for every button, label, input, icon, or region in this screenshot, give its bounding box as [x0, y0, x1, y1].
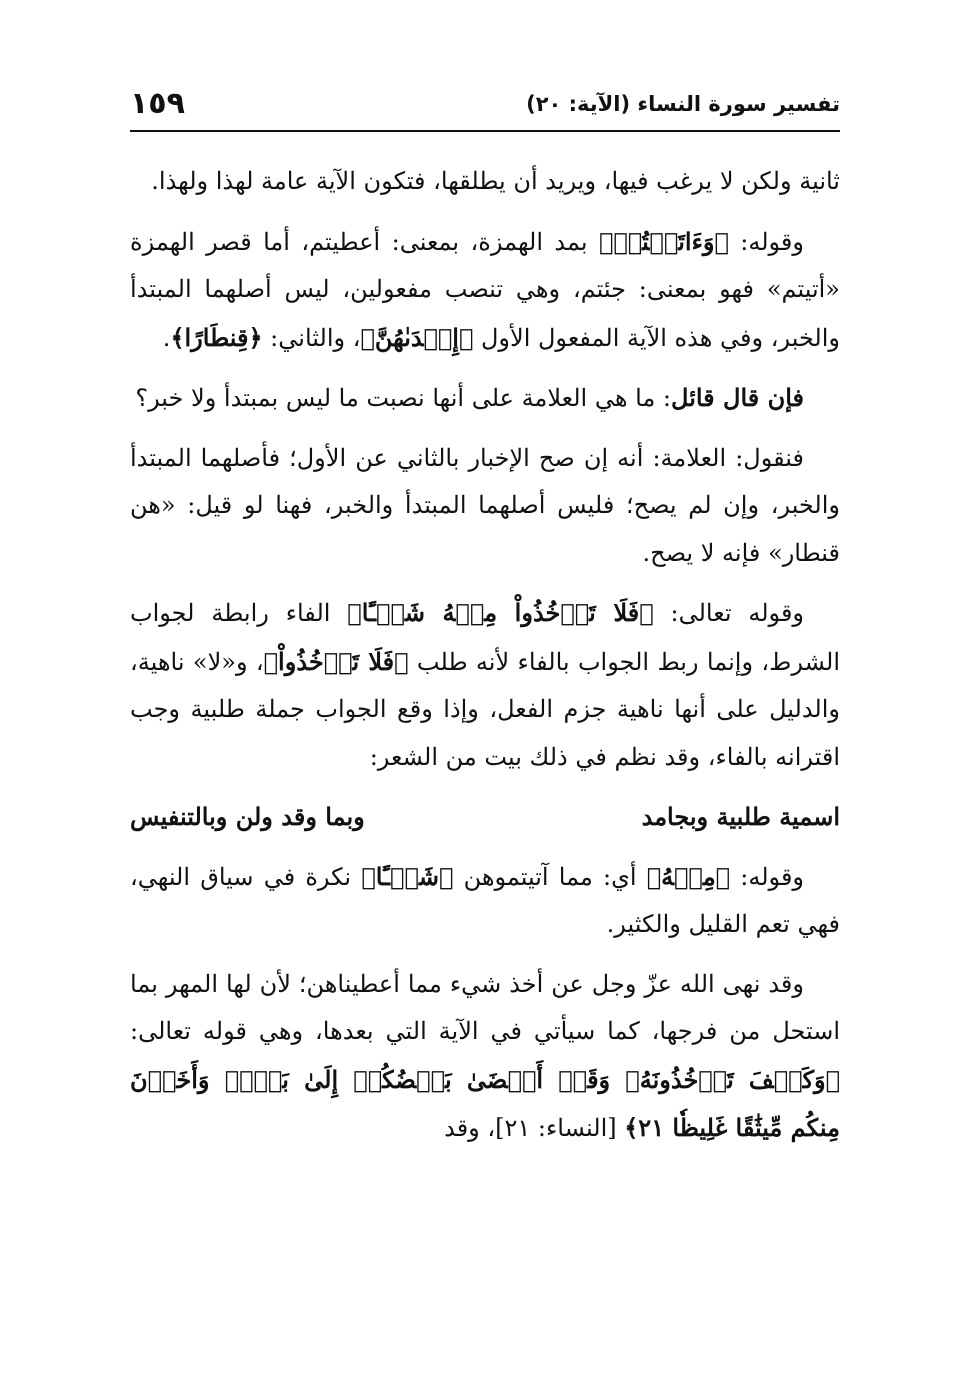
paragraph-6 [130, 853, 840, 949]
text-run: بمد الهمزة، بمعنى: أعطيتم، أما قصر الهمزة «أتيتم» فهو بمعنى: جئتم، وهي تنصب مفعولين، ليس أصلهما المبتدأ والخبر، وفي هذه الآية المفعول الأول [130, 227, 840, 352]
text-run: وقد نهى الله عزّ وجل عن أخذ شيء مما أعطيناهن؛ لأن لها المهر بما استحل من فرجها، كما سيأتي في الآية التي بعدها، وهي قوله تعالى: [130, 969, 841, 1045]
paragraph-4: فنقول: العلامة: أنه إن صح الإخبار بالثاني عن الأول؛ فأصلهما المبتدأ والخبر، وإن لم يصح؛ فليس أصلهما المبتدأ والخبر، فهنا لو قيل: «هن قنطار» فإنه لا يصح. [130, 443, 840, 567]
quran-quote: ﴿وَءَاتَيۡتُمۡ﴾ [598, 226, 729, 256]
poetry-verse [130, 793, 840, 841]
verse-first-hemistich: اسمية طلبية وبجامد [641, 802, 840, 831]
body-text [130, 158, 840, 1165]
text-run: وقوله: [730, 862, 805, 891]
paragraph-2 [130, 218, 840, 363]
question-lead: فإن قال قائل [671, 383, 804, 412]
text-run: الفاء رابطة لجواب الشرط، وإنما ربط الجواب بالفاء لأنه طلب [130, 599, 840, 676]
quran-quote: ﴿فَلَا تَأۡخُذُواْ﴾ [263, 646, 409, 676]
text-run: وقوله: [728, 227, 804, 256]
page-number: ١٥٩ [130, 86, 185, 121]
paragraph-1: ثانية ولكن لا يرغب فيها، ويريد أن يطلقها، فتكون الآية عامة لهذا ولهذا. [151, 167, 840, 195]
quran-quote: ﴿فَلَا تَأۡخُذُواْ مِنۡهُ شَيۡـًٔا﴾ [347, 598, 654, 627]
verse-second-hemistich: وبما وقد ولن وبالتنفيس [130, 802, 365, 831]
quran-quote: ﴿شَيۡـًٔا﴾ [361, 861, 454, 891]
paragraph-3 [130, 374, 840, 423]
text-run: نكرة في سياق النهي، فهي تعم القليل والكثير. [130, 862, 840, 938]
header-rule [130, 130, 840, 132]
text-run: [النساء: ٢١]، وقد [444, 1114, 625, 1142]
text-run: أي: مما آتيتموهن [453, 862, 647, 891]
text-run: ، والثاني: [262, 323, 361, 352]
quran-quote: ﴿وَكَيۡفَ تَأۡخُذُونَهُۥ وَقَدۡ أَفۡضَىٰ بَعۡضُكُمۡ إِلَىٰ بَعۡضٖ وَأَخَذۡنَ مِنكُم مِّيثَٰقًا غَلِيظٗا ٢١﴾ [130, 1064, 840, 1142]
text-run: ، و«لا» ناهية، والدليل على أنها ناهية جزم الفعل، وإذا وقع الجواب جملة طلبية وجب اقترانه بالفاء، وقد نظم في ذلك بيت من الشعر: [130, 647, 840, 771]
running-title: تفسير سورة النساء (الآية: ٢٠) [526, 92, 840, 116]
text-run: . [162, 323, 171, 352]
text-run: : ما هي العلامة على أنها نصبت ما ليس بمبتدأ ولا خبر؟ [135, 384, 672, 412]
paragraph-7 [130, 961, 840, 1153]
page-header [130, 86, 840, 128]
quran-quote: ﴿مِنۡهُ﴾ [646, 861, 731, 891]
text-run: وقوله تعالى: [653, 599, 805, 627]
quran-quote: ﴿إِحۡدَىٰهُنَّ﴾ [360, 322, 474, 352]
paragraph-5 [130, 589, 840, 781]
quran-quote: ﴿قِنطَارًا﴾ [170, 322, 263, 352]
